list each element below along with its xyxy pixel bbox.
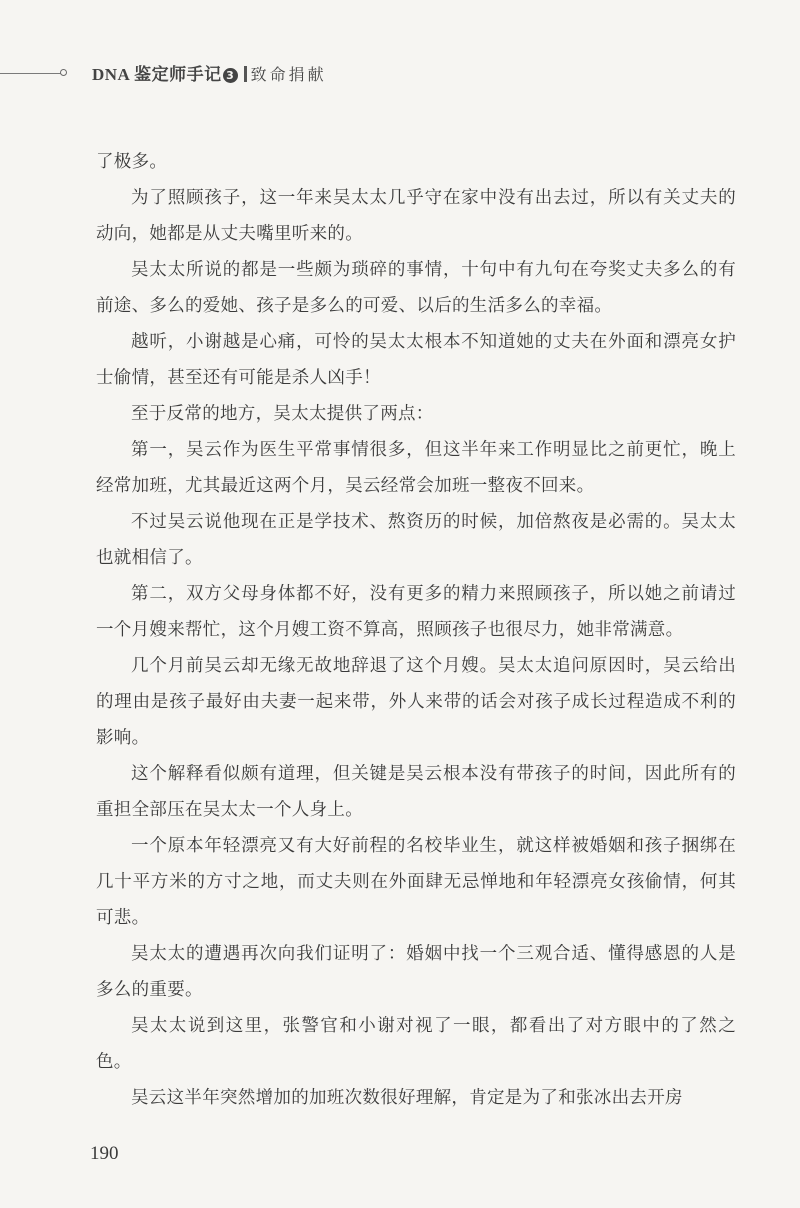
header-rule xyxy=(0,73,62,74)
book-subtitle: 致命捐献 xyxy=(250,65,327,84)
page-number: 190 xyxy=(90,1143,119,1164)
paragraph: 至于反常的地方，吴太太提供了两点： xyxy=(131,404,434,424)
body-text xyxy=(96,144,736,1116)
header-separator xyxy=(244,66,247,82)
paragraph: 第一，吴云作为医生平常事情很多，但这半年来工作明显比之前更忙，晚上经常加班，尤其最近这两个月，吴云经常会加班一整夜不回来。 xyxy=(96,440,736,496)
paragraph: 吴太太所说的都是一些颇为琐碎的事情，十句中有九句在夸奖丈夫多么的有前途、多么的爱她、孩子是多么的可爱、以后的生活多么的幸福。 xyxy=(96,260,736,316)
paragraph: 吴太太的遭遇再次向我们证明了：婚姻中找一个三观合适、懂得感恩的人是多么的重要。 xyxy=(96,944,736,1000)
paragraph: 为了照顾孩子，这一年来吴太太几乎守在家中没有出去过，所以有关丈夫的动向，她都是从丈夫嘴里听来的。 xyxy=(96,188,736,244)
paragraph: 一个原本年轻漂亮又有大好前程的名校毕业生，就这样被婚姻和孩子捆绑在几十平方米的方寸之地，而丈夫则在外面肆无忌惮地和年轻漂亮女孩偷情，何其可悲。 xyxy=(96,836,736,928)
book-title: DNA 鉴定师手记 xyxy=(92,65,222,84)
paragraph: 这个解释看似颇有道理，但关键是吴云根本没有带孩子的时间，因此所有的重担全部压在吴太太一个人身上。 xyxy=(96,764,736,820)
volume-badge: 3 xyxy=(223,68,238,83)
paragraph: 几个月前吴云却无缘无故地辞退了这个月嫂。吴太太追问原因时，吴云给出的理由是孩子最好由夫妻一起来带，外人来带的话会对孩子成长过程造成不利的影响。 xyxy=(96,656,736,748)
paragraph: 不过吴云说他现在正是学技术、熬资历的时候，加倍熬夜是必需的。吴太太也就相信了。 xyxy=(96,512,736,568)
paragraph: 吴太太说到这里，张警官和小谢对视了一眼，都看出了对方眼中的了然之色。 xyxy=(96,1016,736,1072)
paragraph: 吴云这半年突然增加的加班次数很好理解，肯定是为了和张冰出去开房 xyxy=(131,1088,683,1108)
paragraph: 越听，小谢越是心痛，可怜的吴太太根本不知道她的丈夫在外面和漂亮女护士偷情，甚至还有可能是杀人凶手！ xyxy=(96,332,736,388)
paragraph: 第二，双方父母身体都不好，没有更多的精力来照顾孩子，所以她之前请过一个月嫂来帮忙，这个月嫂工资不算高，照顾孩子也很尽力，她非常满意。 xyxy=(96,584,736,640)
running-header xyxy=(92,60,327,85)
header-dot-ornament xyxy=(60,69,67,76)
paragraph: 了极多。 xyxy=(96,152,168,172)
